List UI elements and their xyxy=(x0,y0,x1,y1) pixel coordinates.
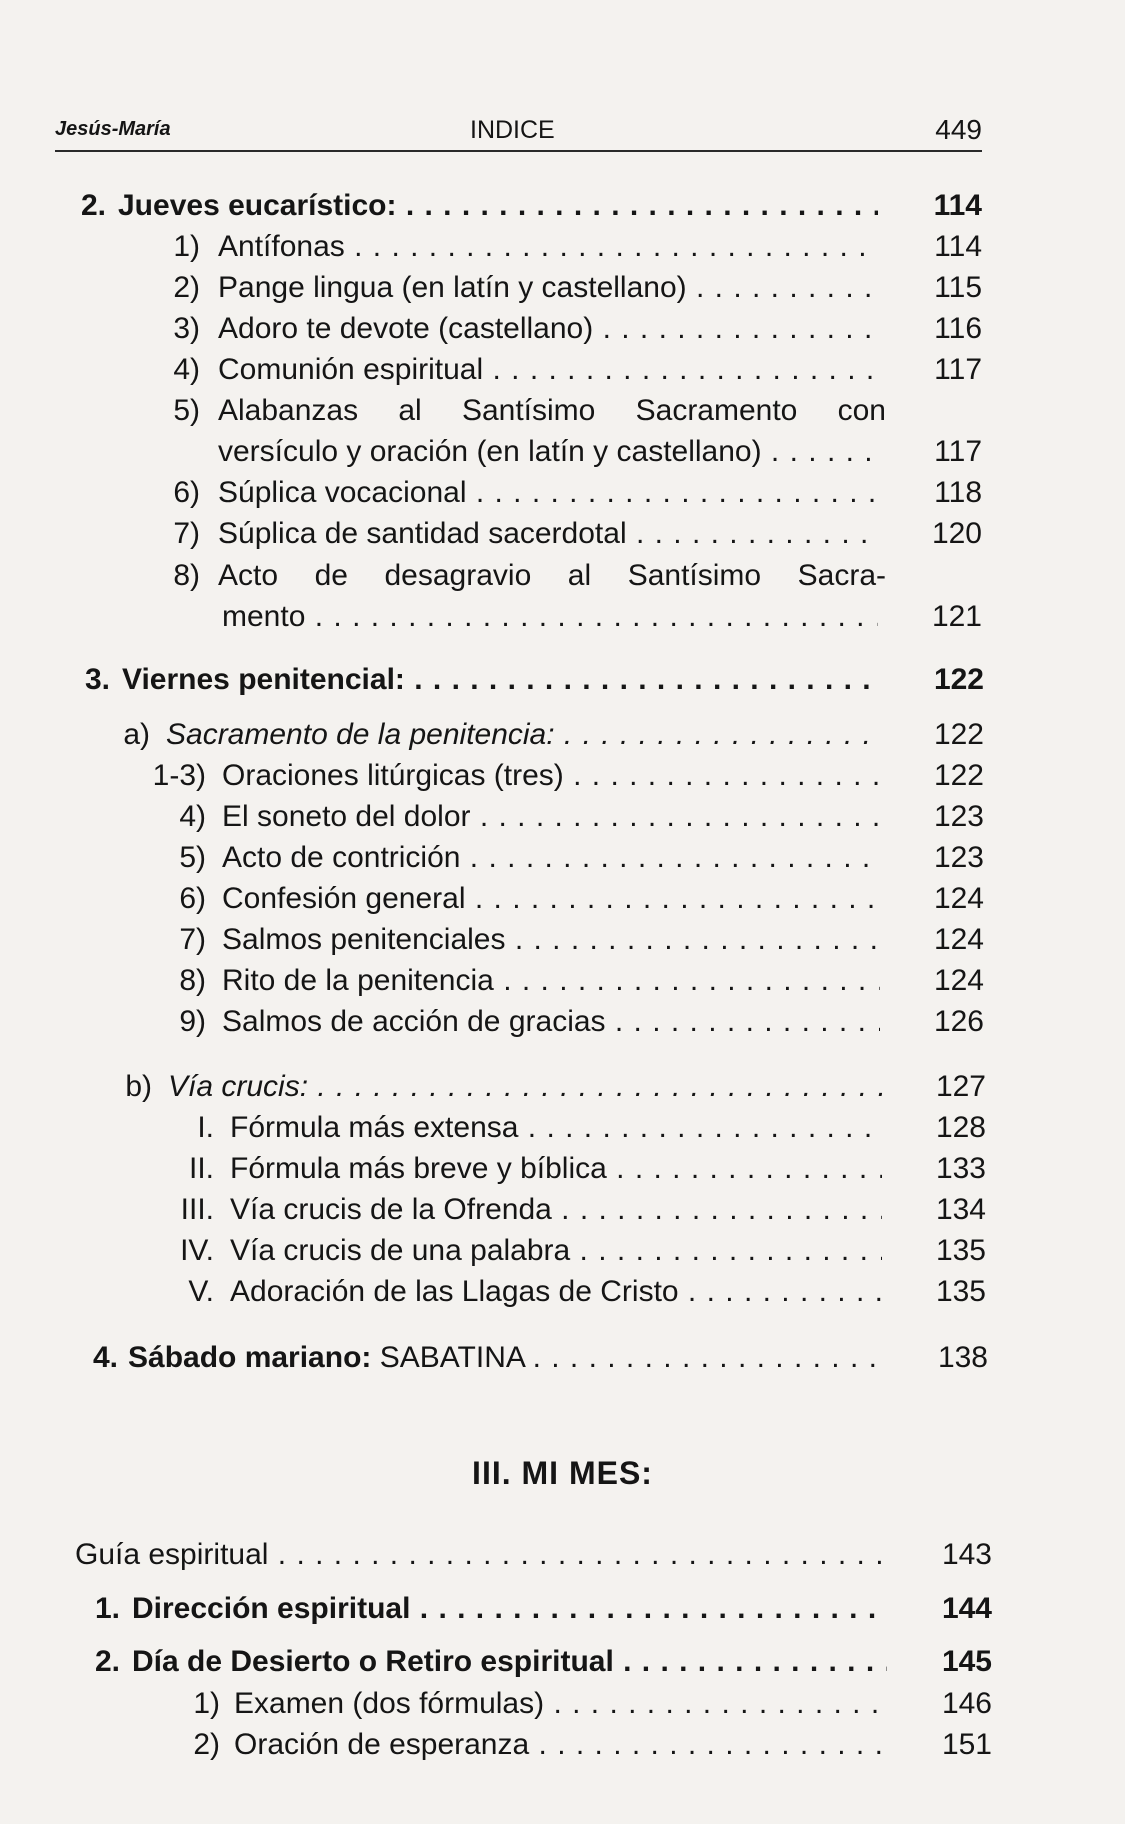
toc-entry-title: Fórmula más breve y bíblica . . . xyxy=(230,1149,882,1189)
toc-entry-page: 135 xyxy=(935,1234,986,1267)
toc-entry-number: 3. xyxy=(84,663,110,696)
toc-entry-title: Súplica vocacional . . . xyxy=(218,473,878,513)
section-heading: III. MI MES: xyxy=(472,1455,653,1491)
toc-entry-page: 123 xyxy=(933,800,984,833)
toc-entry-title: Viernes penitencial: . . . xyxy=(122,660,880,700)
toc-entry-number: 4. xyxy=(92,1341,118,1374)
toc-entry-page: 124 xyxy=(933,882,984,915)
toc-entry-page: 120 xyxy=(931,517,982,550)
toc-entry-number: 1-3) xyxy=(152,759,206,792)
toc-entry-page: 135 xyxy=(935,1275,986,1308)
toc-entry-number: 7) xyxy=(173,517,200,550)
toc-entry-number: 7) xyxy=(179,923,206,956)
toc-entry-page: 126 xyxy=(933,1005,984,1038)
toc-entry-number: 2) xyxy=(193,1728,220,1761)
toc-entry-title: Oraciones litúrgicas (tres) . . . xyxy=(222,756,880,796)
page-number: 449 xyxy=(935,114,982,145)
running-head-title: INDICE xyxy=(470,116,555,144)
toc-entry-title: Antífonas . . . xyxy=(218,227,878,267)
toc-entry-page: 145 xyxy=(941,1645,992,1678)
toc-entry-title: Salmos penitenciales . . . xyxy=(222,920,880,960)
toc-entry-number: b) xyxy=(125,1070,152,1103)
toc-entry-number: 2. xyxy=(80,189,106,222)
toc-entry-title: Acto de desagravio al Santísimo Sacra- xyxy=(218,559,886,592)
toc-entry-title: Alabanzas al Santísimo Sacramento con xyxy=(218,394,886,427)
toc-entry-title: Pange lingua (en latín y castellano) . . . xyxy=(218,268,878,308)
toc-entry-page: 151 xyxy=(941,1728,992,1761)
toc-entry-title: Sacramento de la penitencia: . . . xyxy=(166,715,880,755)
toc-entry-page: 121 xyxy=(931,600,982,633)
toc-entry-number: 2) xyxy=(173,271,200,304)
toc-entry-page: 117 xyxy=(934,435,982,468)
toc-entry-page: 122 xyxy=(933,759,984,792)
toc-entry-page: 116 xyxy=(934,312,982,345)
toc-entry-page: 114 xyxy=(934,230,982,263)
toc-entry-page: 138 xyxy=(937,1341,988,1374)
toc-entry-page: 134 xyxy=(935,1193,986,1226)
toc-entry-number: 5) xyxy=(173,394,200,427)
toc-entry-title: Rito de la penitencia . . . xyxy=(222,961,880,1001)
toc-entry-number: a) xyxy=(123,718,150,751)
toc-entry-page: 133 xyxy=(935,1152,986,1185)
toc-entry-number: 4) xyxy=(173,353,200,386)
running-head-author: Jesús-María xyxy=(55,118,171,140)
toc-entry-page: 114 xyxy=(933,189,982,222)
toc-entry-title: Adoración de las Llagas de Cristo . . . xyxy=(230,1272,882,1312)
toc-entry-title: El soneto del dolor . . . xyxy=(222,797,880,837)
toc-entry-title: Fórmula más extensa . . . xyxy=(230,1108,882,1148)
toc-entry-title: Examen (dos fórmulas) . . . xyxy=(234,1684,887,1724)
toc-entry-number: 1) xyxy=(193,1687,220,1720)
toc-entry-number: 8) xyxy=(173,559,200,592)
toc-entry-number: 1. xyxy=(94,1592,120,1625)
toc-entry-title: Vía crucis de una palabra . . . xyxy=(230,1231,882,1271)
toc-entry-page: 122 xyxy=(933,718,984,751)
toc-entry-title: Día de Desierto o Retiro espiritual . . . xyxy=(132,1642,887,1682)
toc-entry-number: IV. xyxy=(180,1234,214,1267)
toc-entry-number: III. xyxy=(180,1193,214,1226)
toc-entry-title: Comunión espiritual . . . xyxy=(218,350,878,390)
toc-entry-number: I. xyxy=(197,1111,214,1144)
toc-entry-title: mento . . . xyxy=(222,597,878,637)
toc-entry-title: Guía espiritual . . . xyxy=(75,1535,887,1575)
toc-entry-page: 127 xyxy=(935,1070,986,1103)
toc-entry-page: 117 xyxy=(934,353,982,386)
toc-entry-title: Salmos de acción de gracias . . . xyxy=(222,1002,880,1042)
toc-entry-title: Vía crucis: . . . xyxy=(168,1067,882,1107)
toc-entry-title: Adoro te devote (castellano) . . . xyxy=(218,309,878,349)
toc-entry-number: 3) xyxy=(173,312,200,345)
toc-entry-page: 143 xyxy=(941,1538,992,1571)
toc-entry-title: Dirección espiritual . . . xyxy=(132,1589,887,1629)
toc-entry-page: 118 xyxy=(934,476,982,509)
toc-entry-number: 2. xyxy=(94,1645,120,1678)
toc-entry-page: 128 xyxy=(935,1111,986,1144)
toc-entry-title: Jueves eucarístico: . . . xyxy=(118,186,878,226)
toc-entry-number: 4) xyxy=(179,800,206,833)
toc-entry-number: 9) xyxy=(179,1005,206,1038)
toc-entry-title: Oración de esperanza . . . xyxy=(234,1725,887,1765)
toc-entry-page: 146 xyxy=(941,1687,992,1720)
toc-entry-page: 124 xyxy=(933,964,984,997)
toc-entry-number: 1) xyxy=(173,230,200,263)
toc-entry-title: versículo y oración (en latín y castellano) . . . xyxy=(218,432,878,472)
toc-entry-title: Acto de contrición . . . xyxy=(222,838,880,878)
toc-entry-title: Vía crucis de la Ofrenda . . . xyxy=(230,1190,882,1230)
toc-entry-page: 124 xyxy=(933,923,984,956)
toc-entry-number: 8) xyxy=(179,964,206,997)
toc-entry-number: 6) xyxy=(179,882,206,915)
toc-entry-page: 122 xyxy=(933,663,984,696)
toc-entry-title: Súplica de santidad sacerdotal . . . xyxy=(218,514,878,554)
running-head xyxy=(55,110,982,152)
toc-entry-number: 6) xyxy=(173,476,200,509)
toc-entry-page: 144 xyxy=(941,1592,992,1625)
toc-entry-number: II. xyxy=(188,1152,214,1185)
toc-entry-number: V. xyxy=(188,1275,214,1308)
toc-entry-number: 5) xyxy=(179,841,206,874)
toc-entry-subtitle: SABATINA xyxy=(379,1341,525,1374)
toc-entry-title: Confesión general . . . xyxy=(222,879,880,919)
toc-entry-page: 123 xyxy=(933,841,984,874)
toc-entry-page: 115 xyxy=(934,271,982,304)
toc-entry-title: Sábado mariano: xyxy=(128,1341,372,1374)
